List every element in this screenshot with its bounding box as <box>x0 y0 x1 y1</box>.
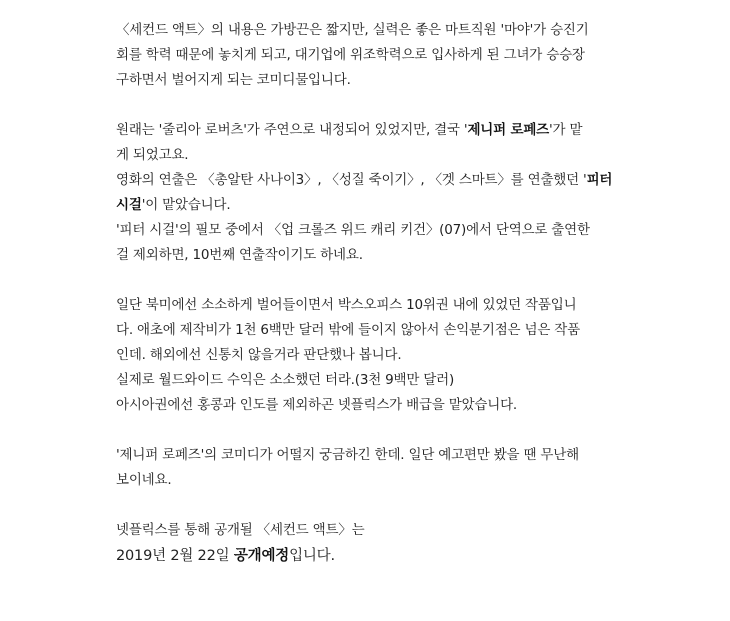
text-line: 아시아권에선 홍콩과 인도를 제외하곤 넷플릭스가 배급을 맡았습니다. <box>116 397 518 413</box>
text-span: '가 맡 <box>549 122 583 138</box>
text-line: 일단 북미에선 소소하게 벌어들이면서 박스오피스 10위권 내에 있었던 작품입니 <box>116 297 577 313</box>
text-line: 〈세컨드 액트〉의 내용은 가방끈은 짧지만, 실력은 좋은 마트직원 '마야'가 승진기 <box>116 22 589 38</box>
text-span: 원래는 '줄리아 로버츠'가 주연으로 내정되어 있었지만, 결국 ' <box>116 122 468 138</box>
text-span: 입니다. <box>289 548 335 564</box>
paragraph-boxoffice <box>116 293 628 418</box>
text-line <box>116 118 628 143</box>
text-line: 실제로 월드와이드 수익은 소소했던 터라.(3천 9백만 달러) <box>116 372 455 388</box>
text-span: 영화의 연출은 〈총알탄 사나이3〉, 〈성질 죽이기〉, 〈겟 스마트〉를 연출했던 ' <box>116 172 587 188</box>
text-line: '제니퍼 로페즈'의 코미디가 어떨지 궁금하긴 한데. 일단 예고편만 봤을 땐 무난해 <box>116 447 579 463</box>
paragraph-gap <box>116 93 628 118</box>
bold-text: 공개예정 <box>233 548 290 564</box>
text-line: 넷플릭스를 통해 공개될 〈세컨드 액트〉는 <box>116 522 365 538</box>
text-line: 게 되었고요. <box>116 147 189 163</box>
release-date-line <box>116 543 628 570</box>
text-line: 인데. 해외에선 신통치 않을거라 판단했나 봅니다. <box>116 347 402 363</box>
text-line: 회를 학력 때문에 놓치게 되고, 대기업에 위조학력으로 입사하게 된 그녀가 승승장 <box>116 47 585 63</box>
text-line: 다. 애초에 제작비가 1천 6백만 달러 밖에 들이지 않아서 손익분기점은 넘은 작품 <box>116 322 580 338</box>
paragraph-cast <box>116 118 628 268</box>
bold-text: 제니퍼 로페즈 <box>467 122 549 138</box>
text-line: 구하면서 벌어지게 되는 코미디물입니다. <box>116 72 351 88</box>
bold-text: 시걸 <box>116 197 142 213</box>
text-span: 2019년 2월 22일 <box>116 548 234 564</box>
paragraph-gap <box>116 268 628 293</box>
paragraph-opinion <box>116 443 628 493</box>
paragraph-gap <box>116 493 628 518</box>
text-span: '이 맡았습니다. <box>141 197 231 213</box>
bold-text: 피터 <box>586 172 613 188</box>
text-line: 걸 제외하면, 10번째 연출작이기도 하네요. <box>116 247 363 263</box>
text-line <box>116 168 628 193</box>
article-body <box>116 0 628 570</box>
text-line: '피터 시걸'의 필모 중에서 〈업 크롤즈 위드 캐리 키건〉(07)에서 단역으로 출연한 <box>116 222 590 238</box>
text-line <box>116 193 628 218</box>
paragraph-release <box>116 518 628 570</box>
paragraph-gap <box>116 418 628 443</box>
paragraph-plot <box>116 18 628 93</box>
text-line: 보이네요. <box>116 472 172 488</box>
